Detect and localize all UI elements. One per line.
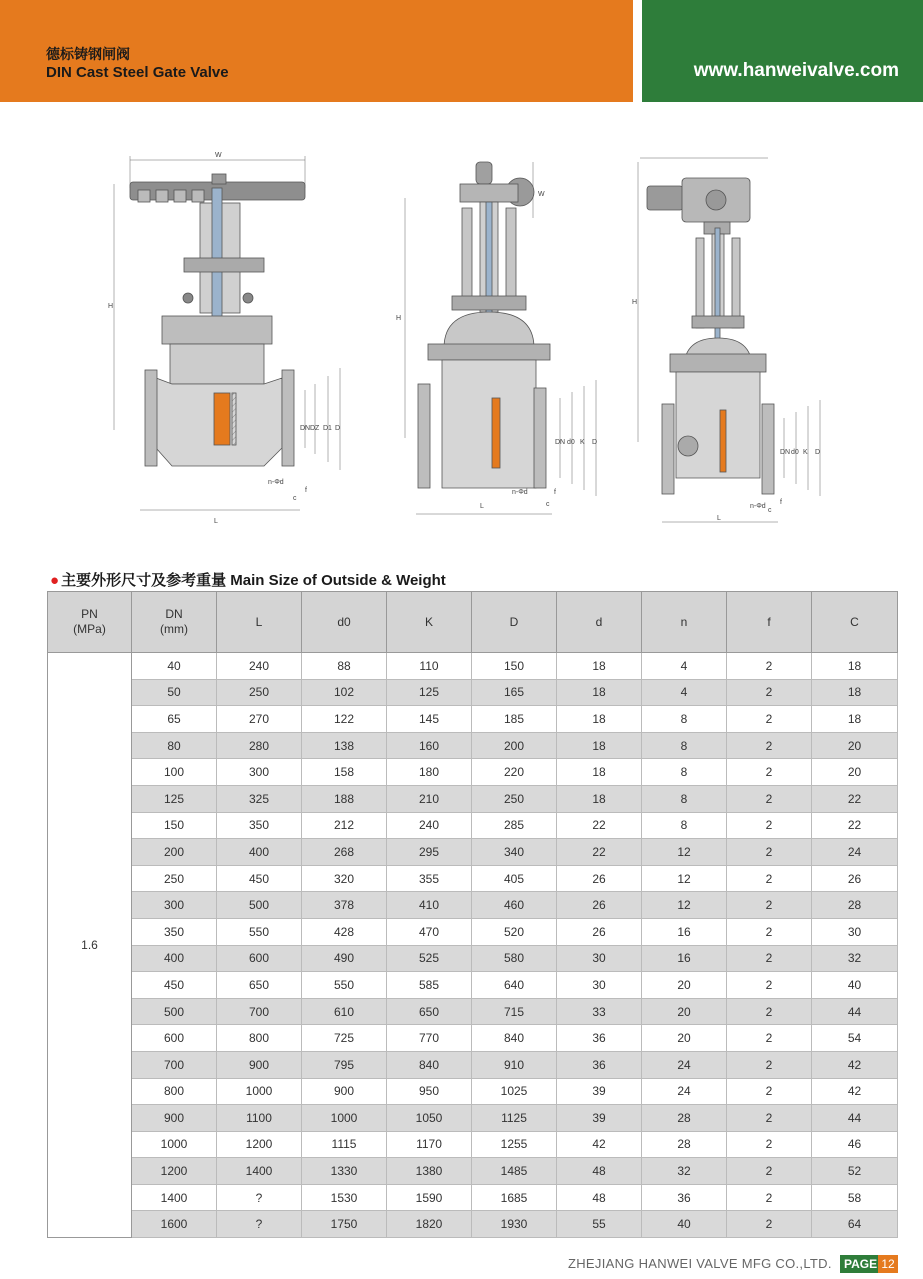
header-cell-line1: PN — [81, 607, 98, 621]
label-nd-2: n-Φd — [512, 489, 528, 496]
table-cell: 188 — [302, 785, 387, 812]
table-cell: 58 — [812, 1184, 898, 1211]
table-cell: 26 — [557, 865, 642, 892]
table-cell: 18 — [557, 679, 642, 706]
table-cell: 32 — [812, 945, 898, 972]
table-cell: 1200 — [217, 1131, 302, 1158]
table-row — [48, 972, 898, 999]
table-cell: 450 — [132, 972, 217, 999]
table-cell: 2 — [727, 732, 812, 759]
label-d0-2: d0 — [567, 439, 575, 446]
table-cell: 102 — [302, 679, 387, 706]
table-cell: 54 — [812, 1025, 898, 1052]
table-cell: 300 — [132, 892, 217, 919]
table-cell: 30 — [557, 945, 642, 972]
table-cell: 65 — [132, 706, 217, 733]
table-row — [48, 732, 898, 759]
table-cell: 550 — [302, 972, 387, 999]
table-cell: 12 — [642, 839, 727, 866]
table-cell: 460 — [472, 892, 557, 919]
table-cell: 12 — [642, 865, 727, 892]
table-cell: 16 — [642, 945, 727, 972]
table-cell: 350 — [132, 918, 217, 945]
table-cell: 185 — [472, 706, 557, 733]
section-title-text: 主要外形尺寸及参考重量 Main Size of Outside & Weight — [61, 572, 446, 589]
table-cell: 20 — [812, 732, 898, 759]
table-cell: 2 — [727, 1078, 812, 1105]
table-cell: 2 — [727, 972, 812, 999]
table-cell: 26 — [557, 892, 642, 919]
table-cell: 325 — [217, 785, 302, 812]
table-cell: 100 — [132, 759, 217, 786]
valve-drawings — [100, 148, 900, 528]
header-cell-line1: d0 — [337, 614, 351, 629]
table-cell: 800 — [132, 1078, 217, 1105]
table-cell: 24 — [812, 839, 898, 866]
table-cell: 125 — [387, 679, 472, 706]
table-cell: 39 — [557, 1078, 642, 1105]
table-cell: 46 — [812, 1131, 898, 1158]
table-cell: 2 — [727, 679, 812, 706]
table-cell: 40 — [132, 653, 217, 680]
header-cell — [302, 592, 387, 653]
table-cell: 1100 — [217, 1105, 302, 1132]
table-cell: 1590 — [387, 1184, 472, 1211]
table-cell: 22 — [812, 812, 898, 839]
table-cell: 250 — [472, 785, 557, 812]
table-cell: 1025 — [472, 1078, 557, 1105]
table-cell: 8 — [642, 759, 727, 786]
label-h-2: H — [396, 315, 402, 322]
table-cell: 50 — [132, 679, 217, 706]
table-cell: 8 — [642, 785, 727, 812]
table-cell: 44 — [812, 998, 898, 1025]
table-cell: 1685 — [472, 1184, 557, 1211]
table-cell: 2 — [727, 1158, 812, 1185]
label-dn-3: DN — [780, 449, 791, 456]
table-cell: 840 — [472, 1025, 557, 1052]
table-cell: 610 — [302, 998, 387, 1025]
label-w-1: W — [215, 152, 222, 159]
table-cell: 26 — [812, 865, 898, 892]
table-cell: 795 — [302, 1051, 387, 1078]
table-row — [48, 865, 898, 892]
table-cell: 8 — [642, 732, 727, 759]
table-cell: 18 — [812, 679, 898, 706]
table-cell: 240 — [387, 812, 472, 839]
label-nd-3: n-Φd — [750, 503, 766, 510]
table-row — [48, 1184, 898, 1211]
label-d-1: D — [335, 425, 341, 432]
table-cell: 320 — [302, 865, 387, 892]
label-dz-1: DZ — [310, 425, 320, 432]
table-cell: 22 — [812, 785, 898, 812]
table-row — [48, 1025, 898, 1052]
table-row — [48, 892, 898, 919]
table-cell: 40 — [812, 972, 898, 999]
table-cell: 40 — [642, 1211, 727, 1238]
table-cell: 30 — [557, 972, 642, 999]
table-cell: 39 — [557, 1105, 642, 1132]
table-cell: 1000 — [302, 1105, 387, 1132]
table-cell: 378 — [302, 892, 387, 919]
label-l-1: L — [214, 518, 218, 525]
table-row — [48, 706, 898, 733]
table-cell: 1000 — [217, 1078, 302, 1105]
table-cell: 55 — [557, 1211, 642, 1238]
header-cell-line1: n — [680, 614, 688, 629]
table-cell: 138 — [302, 732, 387, 759]
table-cell: 900 — [302, 1078, 387, 1105]
table-cell: 2 — [727, 998, 812, 1025]
table-cell: 355 — [387, 865, 472, 892]
table-cell: 212 — [302, 812, 387, 839]
table-cell: 8 — [642, 706, 727, 733]
table-row — [48, 998, 898, 1025]
header-cell-line1: f — [767, 614, 771, 629]
table-cell: 2 — [727, 1184, 812, 1211]
header-cell-line1: C — [850, 614, 859, 629]
table-cell: 700 — [132, 1051, 217, 1078]
table-cell: 1125 — [472, 1105, 557, 1132]
table-cell: 80 — [132, 732, 217, 759]
label-dn-1: DN — [300, 425, 311, 432]
table-cell: 20 — [642, 972, 727, 999]
header-cell — [812, 592, 898, 653]
table-row — [48, 918, 898, 945]
table-cell: 470 — [387, 918, 472, 945]
table-cell: 24 — [642, 1051, 727, 1078]
table-cell: 2 — [727, 812, 812, 839]
table-row — [48, 945, 898, 972]
table-row — [48, 1078, 898, 1105]
table-cell: 42 — [812, 1078, 898, 1105]
table-cell: 1380 — [387, 1158, 472, 1185]
table-cell: 18 — [557, 732, 642, 759]
header-cell — [727, 592, 812, 653]
header-cell-line1: d — [595, 614, 603, 629]
table-cell: 2 — [727, 945, 812, 972]
table-cell: 250 — [217, 679, 302, 706]
table-row — [48, 812, 898, 839]
table-cell: 1000 — [132, 1131, 217, 1158]
table-cell: 2 — [727, 918, 812, 945]
label-d-3: D — [815, 449, 821, 456]
table-cell: 1930 — [472, 1211, 557, 1238]
table-cell: 280 — [217, 732, 302, 759]
table-cell: 2 — [727, 785, 812, 812]
table-cell: 110 — [387, 653, 472, 680]
table-row — [48, 1211, 898, 1238]
table-cell: 268 — [302, 839, 387, 866]
table-cell: 2 — [727, 892, 812, 919]
table-cell: 8 — [642, 812, 727, 839]
table-cell: 30 — [812, 918, 898, 945]
table-cell: 525 — [387, 945, 472, 972]
table-cell: 725 — [302, 1025, 387, 1052]
table-cell: 900 — [132, 1105, 217, 1132]
drawing-electric-valve — [638, 158, 820, 522]
header-cell-line2: (mm) — [160, 622, 188, 636]
table-cell: 800 — [217, 1025, 302, 1052]
label-l-3: L — [717, 515, 721, 522]
header-cell — [557, 592, 642, 653]
table-cell: 22 — [557, 812, 642, 839]
table-cell: 1170 — [387, 1131, 472, 1158]
table-cell: 36 — [557, 1051, 642, 1078]
table-cell: 1600 — [132, 1211, 217, 1238]
table-cell: 2 — [727, 1211, 812, 1238]
header-green-band — [642, 0, 923, 102]
label-c-3: c — [768, 507, 772, 514]
table-cell: 400 — [217, 839, 302, 866]
table-cell: 16 — [642, 918, 727, 945]
table-cell: 640 — [472, 972, 557, 999]
table-cell: 950 — [387, 1078, 472, 1105]
table-cell: 700 — [217, 998, 302, 1025]
table-cell: 2 — [727, 839, 812, 866]
label-c-2: c — [546, 501, 550, 508]
table-cell: 18 — [812, 653, 898, 680]
table-cell: 125 — [132, 785, 217, 812]
label-l-2: L — [480, 503, 484, 510]
table-cell: 24 — [642, 1078, 727, 1105]
table-cell: 428 — [302, 918, 387, 945]
table-cell: 88 — [302, 653, 387, 680]
table-cell: 900 — [217, 1051, 302, 1078]
table-cell: 1330 — [302, 1158, 387, 1185]
table-row — [48, 1105, 898, 1132]
table-cell: 405 — [472, 865, 557, 892]
table-cell: 22 — [557, 839, 642, 866]
label-h-3: H — [632, 299, 638, 306]
table-cell: 400 — [132, 945, 217, 972]
table-cell: 1750 — [302, 1211, 387, 1238]
table-cell: 650 — [217, 972, 302, 999]
label-d1-1: D1 — [323, 425, 332, 432]
table-cell: 200 — [472, 732, 557, 759]
table-cell: 2 — [727, 865, 812, 892]
table-cell: 165 — [472, 679, 557, 706]
table-cell: 840 — [387, 1051, 472, 1078]
table-cell: 500 — [132, 998, 217, 1025]
table-cell: 64 — [812, 1211, 898, 1238]
table-cell: 240 — [217, 653, 302, 680]
table-cell: 285 — [472, 812, 557, 839]
header-cell-line1: L — [255, 614, 263, 629]
table-cell: 200 — [132, 839, 217, 866]
table-cell: 1200 — [132, 1158, 217, 1185]
table-body — [48, 653, 898, 1238]
table-cell: 490 — [302, 945, 387, 972]
table-cell: 600 — [132, 1025, 217, 1052]
table-cell: 18 — [812, 706, 898, 733]
table-cell: 715 — [472, 998, 557, 1025]
table-row — [48, 839, 898, 866]
table-cell: 1400 — [217, 1158, 302, 1185]
table-cell: 20 — [812, 759, 898, 786]
label-w-2: W — [538, 191, 545, 198]
footer-page-label: PAGE — [840, 1255, 881, 1273]
drawing-handwheel-valve — [114, 156, 340, 510]
label-d0-3: d0 — [791, 449, 799, 456]
label-d-2: D — [592, 439, 598, 446]
section-title — [50, 569, 446, 590]
table-cell: 2 — [727, 1051, 812, 1078]
title-chinese: 德标铸钢闸阀 — [46, 46, 130, 62]
table-cell: 650 — [387, 998, 472, 1025]
table-cell: 520 — [472, 918, 557, 945]
table-cell: 1485 — [472, 1158, 557, 1185]
table-cell: 18 — [557, 653, 642, 680]
table-cell: 28 — [642, 1105, 727, 1132]
header-cell — [642, 592, 727, 653]
header-cell-line1: K — [424, 614, 433, 629]
header-cell — [48, 592, 132, 653]
table-cell: 550 — [217, 918, 302, 945]
label-f-1: f — [305, 487, 307, 494]
table-cell: 150 — [132, 812, 217, 839]
table-cell: 2 — [727, 759, 812, 786]
title-english: DIN Cast Steel Gate Valve — [46, 64, 229, 81]
table-cell: 1530 — [302, 1184, 387, 1211]
label-nd-1: n-Φd — [268, 479, 284, 486]
table-cell: 150 — [472, 653, 557, 680]
table-cell: 220 — [472, 759, 557, 786]
table-row — [48, 653, 898, 680]
table-cell: 36 — [642, 1184, 727, 1211]
table-cell: 28 — [642, 1131, 727, 1158]
table-cell: 270 — [217, 706, 302, 733]
table-cell: 122 — [302, 706, 387, 733]
table-cell: 12 — [642, 892, 727, 919]
label-f-2: f — [554, 489, 556, 496]
table-cell: 18 — [557, 706, 642, 733]
footer-page-number: 12 — [878, 1255, 898, 1273]
drawing-gear-valve — [405, 162, 596, 514]
table-header-row — [48, 592, 898, 653]
table-cell: 42 — [812, 1051, 898, 1078]
table-cell: 600 — [217, 945, 302, 972]
footer-company: ZHEJIANG HANWEI VALVE MFG CO.,LTD. — [568, 1256, 832, 1271]
table-cell: 300 — [217, 759, 302, 786]
pn-cell: 1.6 — [48, 653, 132, 1238]
table-cell: 340 — [472, 839, 557, 866]
table-cell: 158 — [302, 759, 387, 786]
table-cell: 20 — [642, 998, 727, 1025]
label-h-1: H — [108, 303, 114, 310]
table-cell: 350 — [217, 812, 302, 839]
table-cell: 410 — [387, 892, 472, 919]
table-cell: 26 — [557, 918, 642, 945]
header-cell-line1: DN — [165, 607, 183, 621]
label-k-3: K — [803, 449, 808, 456]
table-cell: 910 — [472, 1051, 557, 1078]
table-cell: 500 — [217, 892, 302, 919]
table-cell: 33 — [557, 998, 642, 1025]
table-cell: 2 — [727, 1105, 812, 1132]
table-cell: 145 — [387, 706, 472, 733]
table-cell: 2 — [727, 1025, 812, 1052]
website-link[interactable]: www.hanweivalve.com — [693, 60, 899, 81]
label-c-1: c — [293, 495, 297, 502]
table-cell: ? — [217, 1211, 302, 1238]
table-cell: 36 — [557, 1025, 642, 1052]
header-cell-line1: D — [509, 614, 519, 629]
table-cell: 295 — [387, 839, 472, 866]
table-cell: 48 — [557, 1158, 642, 1185]
table-cell: 18 — [557, 785, 642, 812]
table-row — [48, 759, 898, 786]
table-cell: 2 — [727, 1131, 812, 1158]
table-cell: 2 — [727, 653, 812, 680]
table-row — [48, 1131, 898, 1158]
table-cell: 1050 — [387, 1105, 472, 1132]
header-cell — [387, 592, 472, 653]
table-cell: 1115 — [302, 1131, 387, 1158]
bullet-dot-icon: ● — [50, 572, 60, 589]
header-cell-line2: (MPa) — [73, 622, 106, 636]
table-cell: 32 — [642, 1158, 727, 1185]
spec-table — [47, 591, 898, 1238]
table-cell: 18 — [557, 759, 642, 786]
table-cell: 20 — [642, 1025, 727, 1052]
table-cell: 2 — [727, 706, 812, 733]
table-row — [48, 1051, 898, 1078]
header-cell — [472, 592, 557, 653]
table-cell: 4 — [642, 679, 727, 706]
table-cell: 44 — [812, 1105, 898, 1132]
table-row — [48, 785, 898, 812]
table-cell: 1400 — [132, 1184, 217, 1211]
table-cell: 450 — [217, 865, 302, 892]
table-cell: 4 — [642, 653, 727, 680]
table-cell: 250 — [132, 865, 217, 892]
table-cell: 585 — [387, 972, 472, 999]
table-cell: 580 — [472, 945, 557, 972]
label-dn-2: DN — [555, 439, 566, 446]
table-cell: 52 — [812, 1158, 898, 1185]
header-orange-band — [0, 0, 633, 102]
table-cell: 210 — [387, 785, 472, 812]
table-cell: 48 — [557, 1184, 642, 1211]
label-f-3: f — [780, 499, 782, 506]
table-row — [48, 1158, 898, 1185]
table-cell: 1255 — [472, 1131, 557, 1158]
table-cell: ? — [217, 1184, 302, 1211]
table-cell: 28 — [812, 892, 898, 919]
table-cell: 770 — [387, 1025, 472, 1052]
table-row — [48, 679, 898, 706]
table-cell: 1820 — [387, 1211, 472, 1238]
table-cell: 180 — [387, 759, 472, 786]
header-cell — [132, 592, 217, 653]
table-cell: 160 — [387, 732, 472, 759]
table-cell: 42 — [557, 1131, 642, 1158]
label-k-2: K — [580, 439, 585, 446]
header-cell — [217, 592, 302, 653]
